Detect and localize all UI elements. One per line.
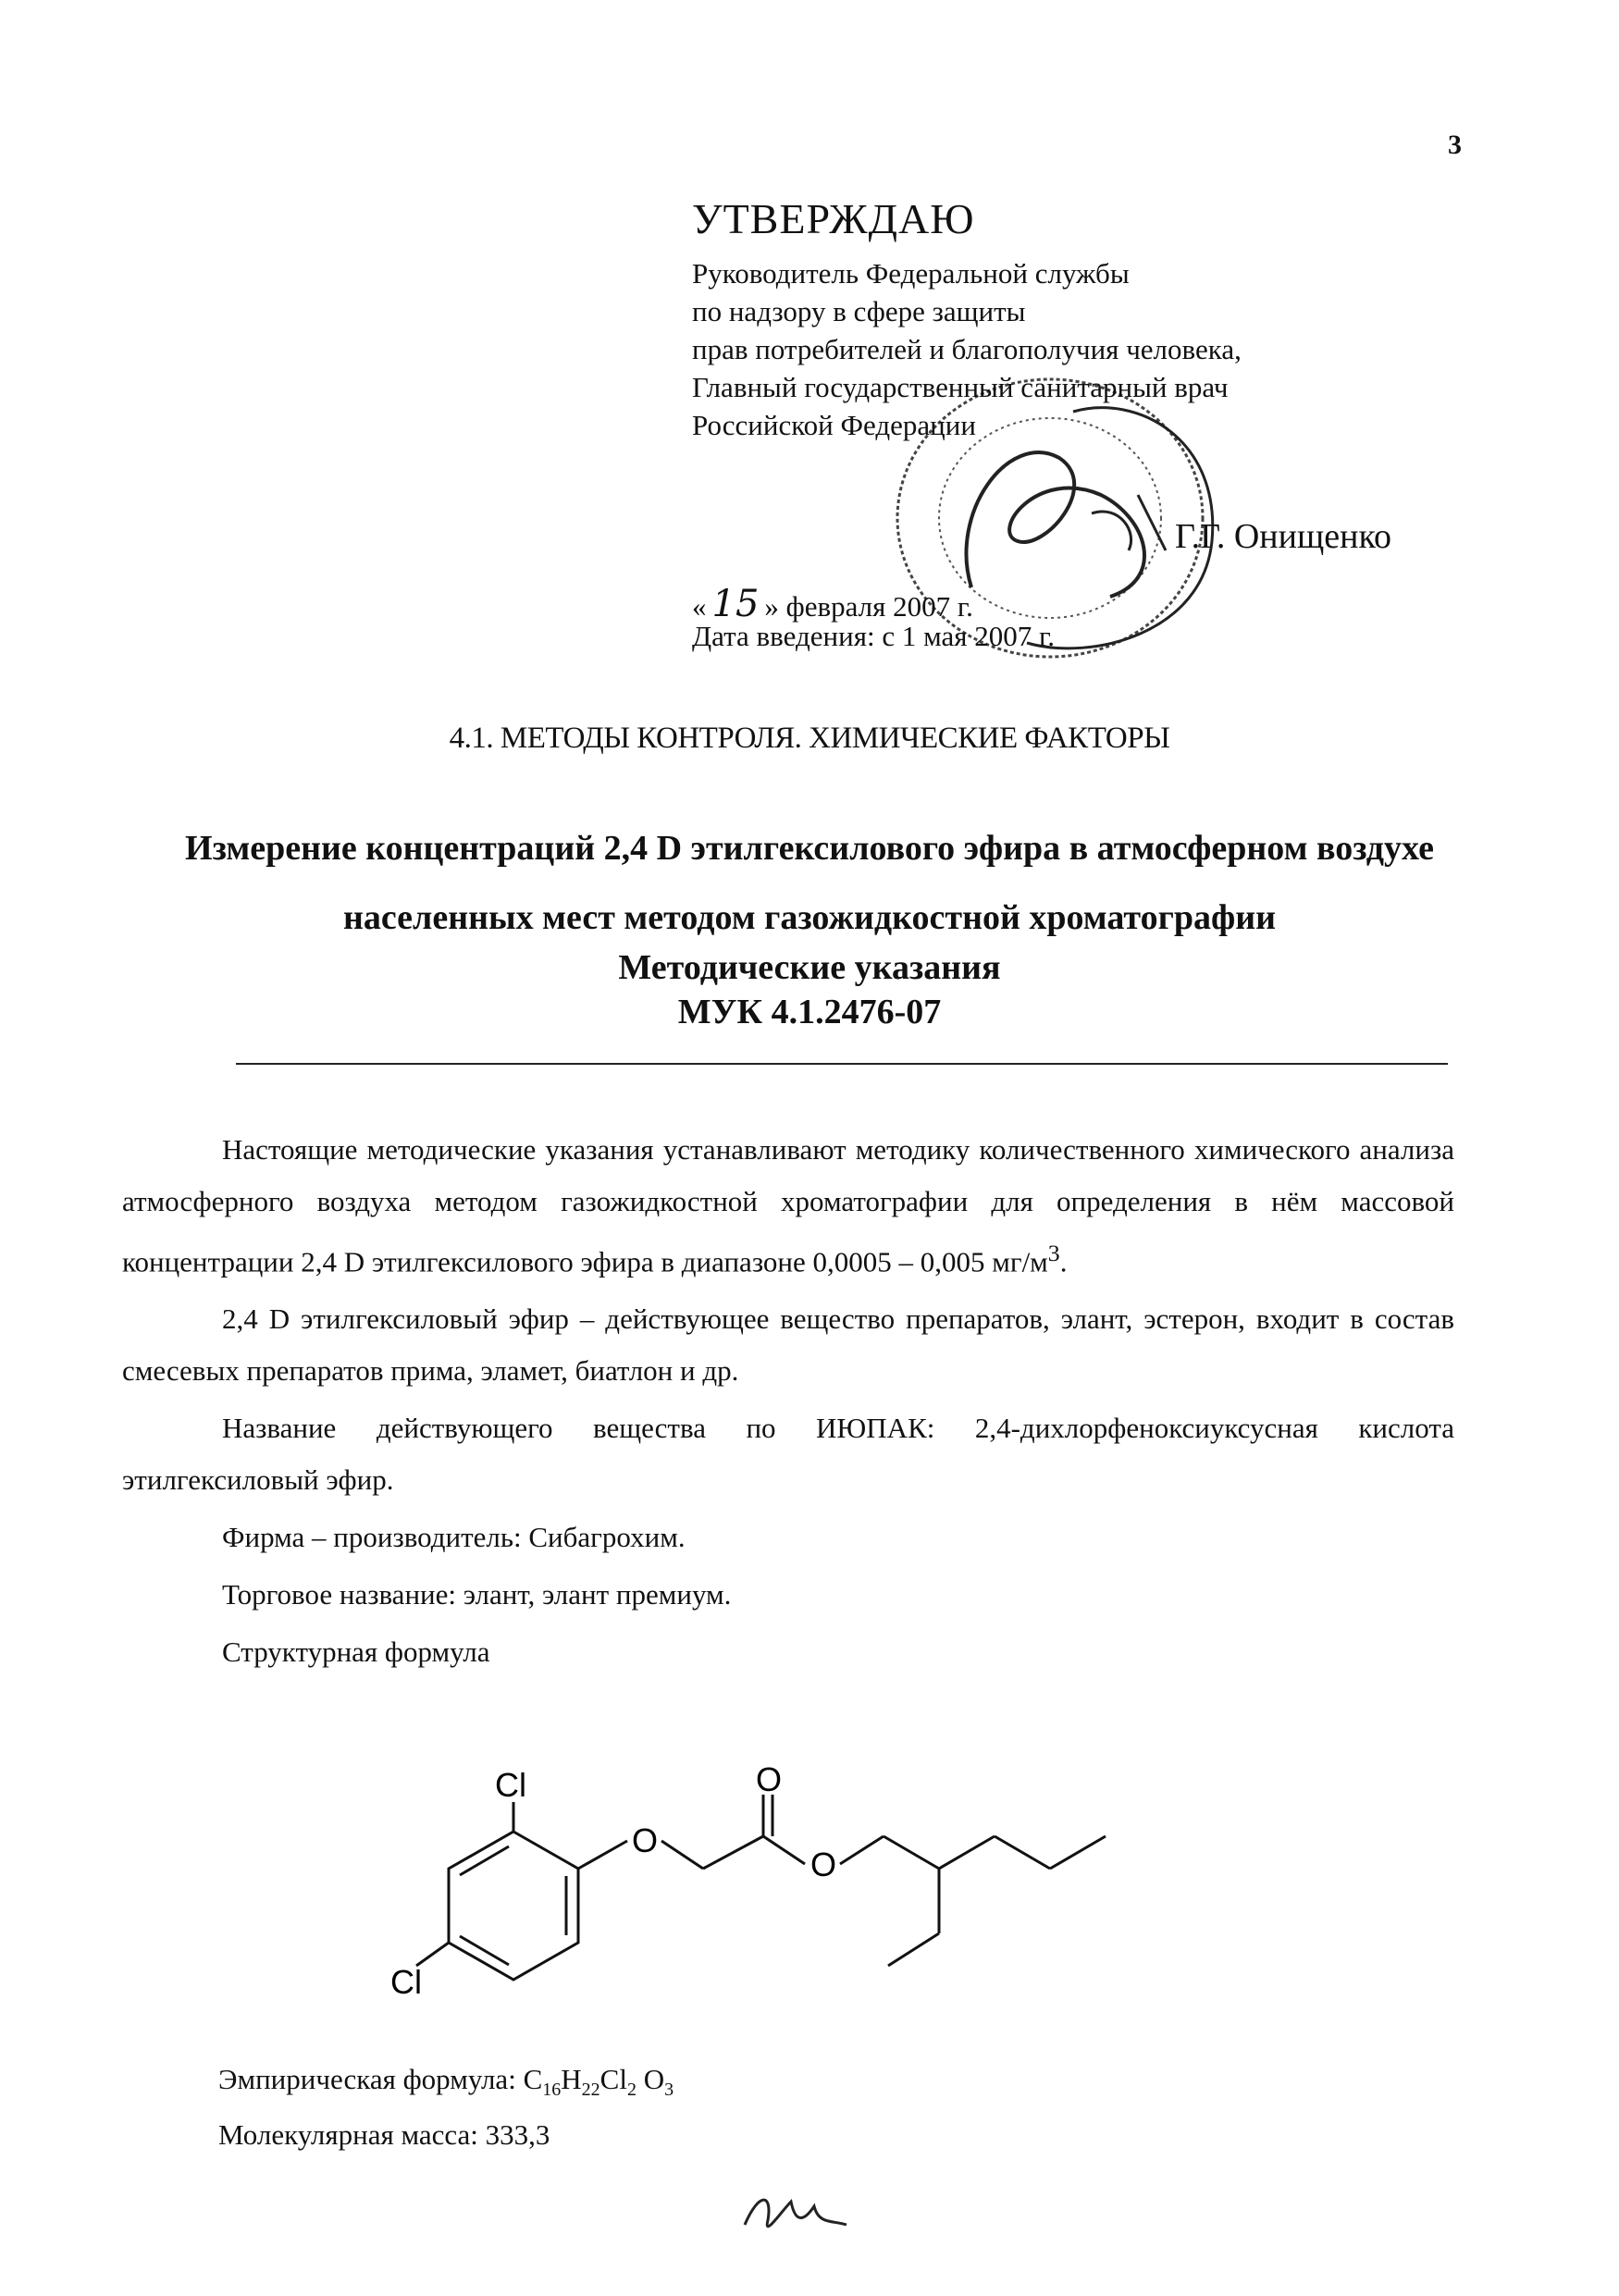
approval-title: УТВЕРЖДАЮ	[692, 195, 975, 242]
page-number: 3	[1448, 130, 1462, 160]
approval-line: Руководитель Федеральной службы	[692, 257, 1130, 290]
approval-line: Главный государственный санитарный врач	[692, 371, 1229, 403]
count-cl: 2	[626, 2080, 636, 2101]
empirical-formula	[218, 2063, 674, 2101]
element-h: H	[561, 2063, 582, 2095]
structural-formula	[390, 1760, 1193, 2026]
empirical-label: Эмпирическая формула:	[218, 2063, 524, 2095]
atom-o-ether: O	[632, 1821, 659, 1859]
approval-line: прав потребителей и благополучия человека,	[692, 333, 1242, 365]
paragraph-structure-label: Структурная формула	[222, 1636, 490, 1669]
signer-name: Г.Г. Онищенко	[1175, 517, 1391, 556]
date-month-year: » февраля 2007 г.	[764, 590, 973, 623]
document-subtitle: Методические указания	[618, 948, 1001, 987]
paragraph-trade-name: Торговое название: элант, элант премиум.	[222, 1578, 732, 1611]
document-title: Измерение концентраций 2,4 D этилгексилового эфира в атмосферном воздухе населенных мест методом газожидкостной хроматографии	[185, 829, 1434, 937]
atom-o-carbonyl: O	[756, 1760, 783, 1798]
paragraph-substance: 2,4 D этилгексиловый эфир – действующее вещество препаратов, элант, эстерон, входит в состав смесевых препаратов прима, эламет, биатлон и др.	[122, 1302, 1454, 1388]
paragraph-manufacturer: Фирма – производитель: Сибагрохим.	[222, 1521, 686, 1554]
paragraph-scope-text: Настоящие методические указания устанавливают методику количественного химического анализа атмосферного воздуха методом газожидкостной хроматографии для определения в нём массовой концентрации 2,4 D этилгексилового эфира в диапазоне 0,0005 – 0,005 мг/м	[122, 1133, 1454, 1278]
handwritten-page-mark	[740, 2183, 851, 2248]
paragraph-scope	[122, 1124, 1454, 1288]
date-open-quote: «	[692, 590, 707, 623]
molecule-bonds	[416, 1795, 1106, 1980]
atom-cl-left: Cl	[390, 1963, 422, 2001]
paragraph-iupac: Название действующего вещества по ИЮПАК: 2,4-дихлорфеноксиуксусная кислота этилгексиловый эфир.	[122, 1412, 1454, 1497]
element-c: C	[523, 2063, 543, 2095]
element-o: O	[636, 2063, 665, 2095]
unit-superscript: 3	[1047, 1240, 1060, 1266]
approval-line: Российской Федерации	[692, 409, 976, 441]
body-text	[122, 1124, 1454, 1684]
element-cl: Cl	[599, 2063, 627, 2095]
atom-cl-top: Cl	[495, 1766, 526, 1804]
paragraph-scope-end: .	[1059, 1245, 1068, 1278]
molecular-mass: Молекулярная масса: 333,3	[218, 2118, 550, 2151]
handwritten-day: 15	[711, 583, 760, 625]
title-divider	[236, 1063, 1448, 1065]
count-o: 3	[664, 2080, 674, 2101]
count-c: 16	[542, 2080, 562, 2101]
atom-o-ester: O	[810, 1845, 837, 1883]
approval-block	[692, 194, 1525, 444]
section-heading: 4.1. МЕТОДЫ КОНТРОЛЯ. ХИМИЧЕСКИЕ ФАКТОРЫ	[449, 722, 1170, 755]
count-h: 22	[581, 2080, 600, 2101]
approval-line: по надзору в сфере защиты	[692, 295, 1026, 327]
document-code: МУК 4.1.2476-07	[677, 993, 942, 1031]
introduction-date: Дата введения: с 1 мая 2007 г.	[692, 620, 1055, 652]
